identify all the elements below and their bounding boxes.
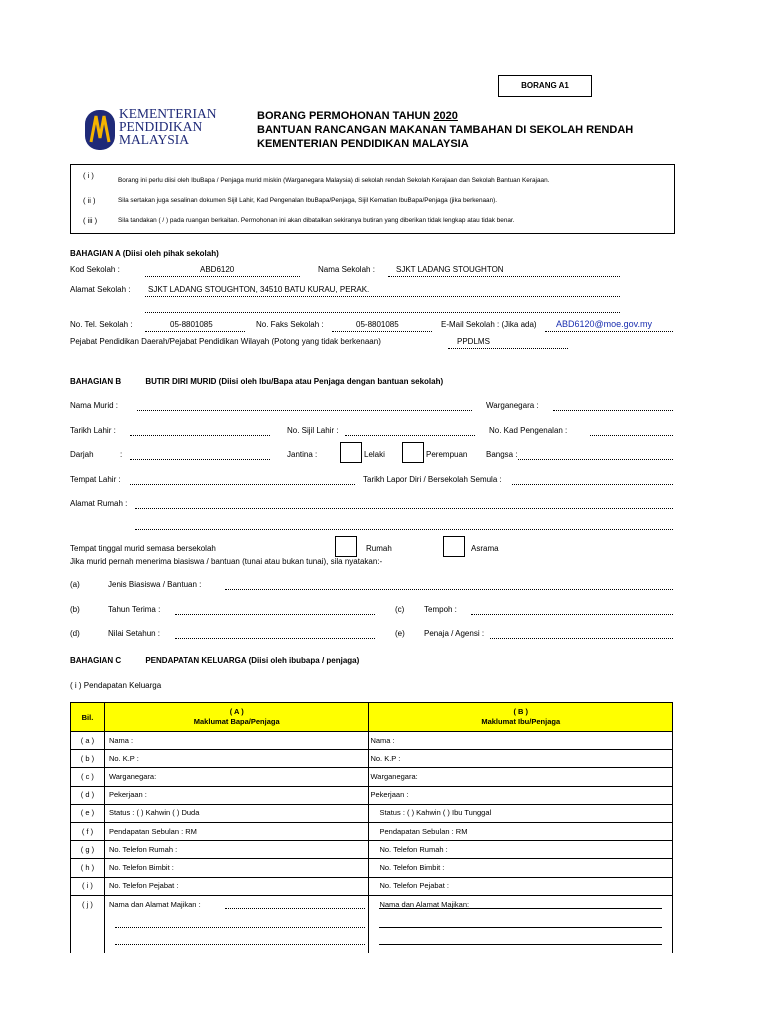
table-row [71,822,673,840]
bangsa-line[interactable] [518,459,673,460]
title-year: 2020 [433,110,458,122]
father-field-label: Nama dan Alamat Majikan : [108,899,201,909]
nilai-setahun-label: Nilai Setahun : [108,629,161,638]
mother-field[interactable] [369,841,673,859]
warganegara-line[interactable] [553,410,673,411]
tarikh-lahir-label: Tarikh Lahir : [70,426,116,435]
bangsa-label: Bangsa : [486,450,518,459]
nama-sekolah-line [388,276,620,277]
item-c-num: (c) [395,605,405,614]
mother-field-label: Status : ( ) Kahwin ( ) Ibu Tunggal [379,808,492,818]
mother-field-label: Warganegara: [370,771,418,781]
email-sekolah-line [545,331,673,332]
tahun-terima-label: Tahun Terima : [108,605,161,614]
nama-sekolah-label: Nama Sekolah : [318,265,375,274]
father-field-label: Warganegara: [108,771,157,781]
majikan-line[interactable] [379,927,662,928]
ministry-name-line2: PENDIDIKAN [119,119,203,134]
table-row [71,895,673,953]
father-field-label: No. K.P : [108,753,139,763]
section-c-heading [70,656,359,665]
section-c-title: PENDAPATAN KELUARGA (Diisi oleh ibubapa / penjaga) [145,656,360,665]
section-c-prefix: BAHAGIAN C [70,656,122,665]
tempoh-label: Tempoh : [424,605,457,614]
father-field[interactable] [104,750,369,768]
row-number: ( f ) [71,822,105,840]
note-2-text: Sila sertakan juga sesalinan dokumen Sijil Lahir, Kad Pengenalan IbuBapa/Penjaga, Sijil Kematian IbuBapa/Penjaga (jika berkenaan). [118,197,498,204]
kod-sekolah-value[interactable]: ABD6120 [200,265,235,274]
alamat-sekolah-label: Alamat Sekolah : [70,285,131,294]
darjah-label: Darjah [70,450,94,459]
nama-murid-label: Nama Murid : [70,401,119,410]
section-b-prefix: BAHAGIAN B [70,377,122,386]
darjah-colon: : [120,450,123,459]
father-field[interactable] [104,859,369,877]
nilai-setahun-line[interactable] [175,638,375,639]
nama-sekolah-value[interactable]: SJKT LADANG STOUGHTON [396,265,504,274]
jenis-biasiswa-line[interactable] [225,589,673,590]
item-b-num: (b) [70,605,80,614]
note-3-text: Sila tandakan ( / ) pada ruangan berkaitan. Permohonan ini akan dibatalkan sekiranya butiran yang diberikan tidak lengkap atau tidak benar. [118,217,515,224]
form-code-box [498,75,592,97]
col-a-header [104,703,369,732]
father-field[interactable] [104,841,369,859]
mother-field[interactable] [369,786,673,804]
jantina-label: Jantina : [287,450,318,459]
col-a-title: Maklumat Bapa/Penjaga [193,717,280,726]
majikan-line[interactable] [225,908,365,909]
mother-field[interactable] [369,877,673,895]
row-number: ( h ) [71,859,105,877]
father-field-label: Pekerjaan : [108,790,147,800]
lelaki-label: Lelaki [364,450,385,459]
alamat-rumah-line2[interactable] [135,529,673,530]
mother-field-label: No. Telefon Rumah : [379,844,448,854]
pendapatan-subheading: ( i ) Pendapatan Keluarga [70,681,162,690]
tel-sekolah-label: No. Tel. Sekolah : [70,320,133,329]
form-code: BORANG A1 [521,81,569,90]
section-b-heading [70,377,443,386]
col-b-header [369,703,673,732]
asrama-label: Asrama [471,544,499,553]
table-row [71,877,673,895]
mother-field[interactable] [369,750,673,768]
kad-pengenalan-line[interactable] [590,435,673,436]
faks-sekolah-label: No. Faks Sekolah : [256,320,324,329]
mother-field[interactable] [369,768,673,786]
father-field-label: Nama : [108,735,134,745]
father-field-label: No. Telefon Pejabat : [108,881,179,891]
mother-field[interactable] [369,822,673,840]
tel-sekolah-line [145,331,245,332]
tempat-tinggal-label: Tempat tinggal murid semasa bersekolah [70,544,216,553]
title-line3: KEMENTERIAN PENDIDIKAN MALAYSIA [257,138,469,150]
perempuan-checkbox[interactable] [402,442,424,463]
note-1-num: ( i ) [83,171,94,180]
table-row [71,732,673,750]
email-sekolah-label: E-Mail Sekolah : (Jika ada) [441,320,537,329]
kod-sekolah-label: Kod Sekolah : [70,265,120,274]
col-bil: Bil. [71,703,105,732]
note-1-text: Borang ini perlu diisi oleh IbuBapa / Penjaga murid miskin (Warganegara Malaysia) di sekolah rendah Sekolah Kerajaan dan Sekolah Bantuan Kerajaan. [118,177,550,184]
ministry-emblem-icon [85,108,115,152]
tarikh-lapor-label: Tarikh Lapor Diri / Bersekolah Semula : [363,475,502,484]
majikan-line[interactable] [115,927,365,928]
alamat-sekolah-line2 [145,312,620,313]
tempoh-line[interactable] [471,614,673,615]
tahun-terima-line[interactable] [175,614,375,615]
note-3-num: ( iii ) [83,216,98,225]
table-row [71,786,673,804]
majikan-line[interactable] [379,944,662,945]
row-number: ( c ) [71,768,105,786]
ministry-name [119,107,217,146]
mother-field-label: Pendapatan Sebulan : RM [379,826,468,836]
kod-sekolah-line [145,276,300,277]
section-b-title: BUTIR DIRI MURID (Diisi oleh Ibu/Bapa atau Penjaga dengan bantuan sekolah) [145,377,444,386]
section-a-heading: BAHAGIAN A (Diisi oleh pihak sekolah) [70,249,219,258]
father-field[interactable] [104,804,369,822]
mother-field[interactable] [369,804,673,822]
alamat-sekolah-line1 [145,296,620,297]
penaja-line[interactable] [490,638,673,639]
father-field[interactable] [104,895,369,953]
warganegara-label: Warganegara : [486,401,539,410]
ministry-name-line3: MALAYSIA [119,132,190,147]
row-number: ( i ) [71,877,105,895]
mother-field[interactable] [369,732,673,750]
perempuan-label: Perempuan [426,450,468,459]
ministry-logo [85,108,115,152]
mother-field-label: No. Telefon Pejabat : [379,881,449,891]
item-a-num: (a) [70,580,80,589]
ppd-label: Pejabat Pendidikan Daerah/Pejabat Pendidikan Wilayah (Potong yang tidak berkenaan) [70,337,381,346]
row-number: ( a ) [71,732,105,750]
father-field-label: Pendapatan Sebulan : RM [108,826,197,836]
tarikh-lapor-line[interactable] [512,484,673,485]
table-row [71,859,673,877]
father-field[interactable] [104,877,369,895]
lelaki-checkbox[interactable] [340,442,362,463]
jenis-biasiswa-label: Jenis Biasiswa / Bantuan : [108,580,202,589]
table-row [71,768,673,786]
table-row [71,841,673,859]
col-a-code: ( A ) [229,707,244,716]
row-number: ( b ) [71,750,105,768]
item-d-num: (d) [70,629,80,638]
tempat-lahir-line[interactable] [130,484,355,485]
mother-field-label: Nama : [370,735,395,745]
tempat-lahir-label: Tempat Lahir : [70,475,121,484]
ministry-name-line1: KEMENTERIAN [119,106,217,121]
table-row [71,804,673,822]
kad-pengenalan-label: No. Kad Pengenalan : [489,426,568,435]
col-b-title: Maklumat Ibu/Penjaga [481,717,561,726]
row-number: ( g ) [71,841,105,859]
row-number: ( j ) [71,895,105,953]
row-number: ( d ) [71,786,105,804]
sijil-lahir-line[interactable] [345,435,475,436]
income-table [70,702,673,953]
email-sekolah-value[interactable]: ABD6120@moe.gov.my [556,319,653,329]
faks-sekolah-value[interactable]: 05-8801085 [356,320,399,329]
father-field[interactable] [104,822,369,840]
ppd-line [448,348,568,349]
father-field[interactable] [104,732,369,750]
faks-sekolah-line [332,331,432,332]
asrama-checkbox[interactable] [443,536,465,557]
col-b-code: ( B ) [513,707,529,716]
nama-murid-line[interactable] [137,410,472,411]
mother-field-label: No. Telefon Bimbit : [379,862,445,872]
father-field-label: No. Telefon Bimbit : [108,862,174,872]
title-prefix: BORANG PERMOHONAN TAHUN [257,110,434,122]
alamat-rumah-line1[interactable] [135,508,673,509]
rumah-label: Rumah [366,544,392,553]
form-title [257,109,633,151]
darjah-line[interactable] [130,459,270,460]
table-row [71,750,673,768]
father-field[interactable] [104,768,369,786]
biasiswa-question: Jika murid pernah menerima biasiswa / bantuan (tunai atau bukan tunai), sila nyatakan:- [70,557,383,566]
ppd-value[interactable]: PPDLMS [457,337,490,346]
majikan-line[interactable] [379,908,662,909]
mother-field-label: Pekerjaan : [370,790,409,800]
sijil-lahir-label: No. Sijil Lahir : [287,426,339,435]
father-field[interactable] [104,786,369,804]
income-table-header [71,703,673,732]
note-2-num: ( ii ) [83,196,96,205]
mother-field-label: No. K.P : [370,753,401,763]
tel-sekolah-value[interactable]: 05-8801085 [170,320,213,329]
mother-field[interactable] [369,859,673,877]
mother-field[interactable] [369,895,673,953]
title-line1 [257,109,633,123]
alamat-sekolah-value[interactable]: SJKT LADANG STOUGHTON, 34510 BATU KURAU, PERAK. [148,285,370,294]
tarikh-lahir-line[interactable] [130,435,270,436]
majikan-line[interactable] [115,944,365,945]
row-number: ( e ) [71,804,105,822]
rumah-checkbox[interactable] [335,536,357,557]
alamat-rumah-label: Alamat Rumah : [70,499,128,508]
title-line2: BANTUAN RANCANGAN MAKANAN TAMBAHAN DI SEKOLAH RENDAH [257,124,634,136]
father-field-label: No. Telefon Rumah : [108,844,178,854]
mother-field-label: Nama dan Alamat Majikan: [379,899,470,909]
item-e-num: (e) [395,629,405,638]
penaja-label: Penaja / Agensi : [424,629,485,638]
father-field-label: Status : ( ) Kahwin ( ) Duda [108,808,200,818]
